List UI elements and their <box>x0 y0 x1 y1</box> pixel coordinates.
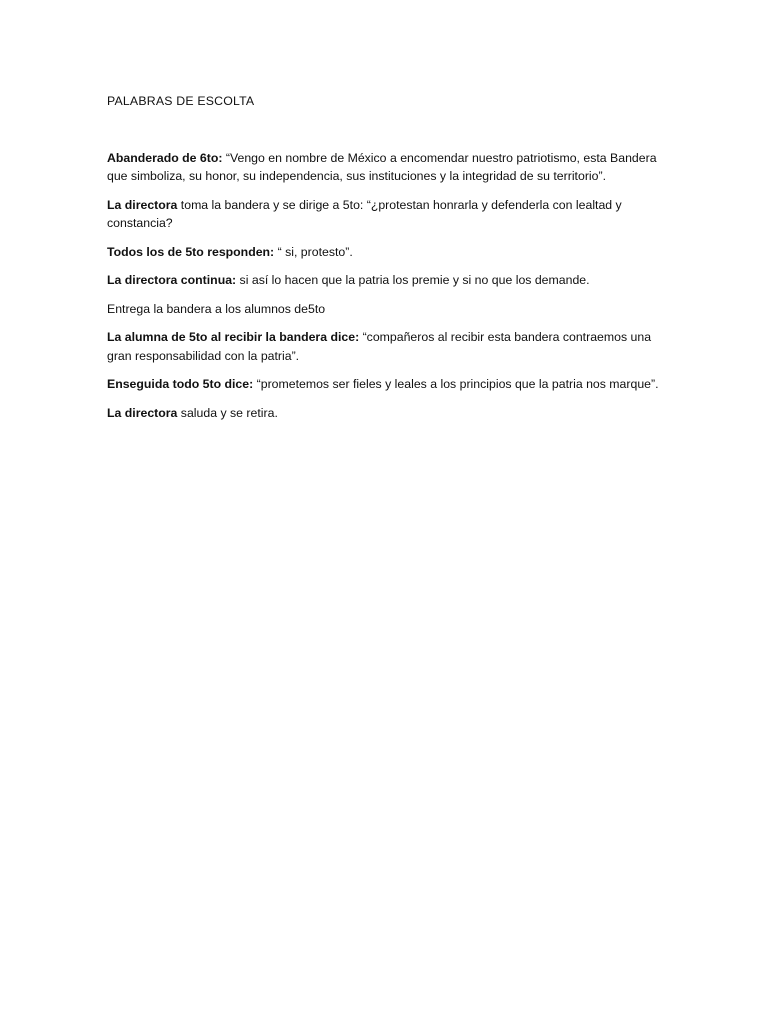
paragraph-alumna-recibe <box>107 328 667 365</box>
paragraph-text: “compañeros al recibir esta bandera contraemos una gran responsabilidad con la patria”. <box>107 330 652 363</box>
paragraph-todo-5to-dice <box>107 375 667 394</box>
paragraph-text: Entrega la bandera a los alumnos de5to <box>107 301 326 316</box>
paragraph-directora-saluda <box>107 404 667 423</box>
speaker-label: La directora <box>107 197 178 212</box>
speaker-label: La directora <box>107 405 178 420</box>
document-title: PALABRAS DE ESCOLTA <box>107 94 255 108</box>
paragraph-todos-responden <box>107 243 667 262</box>
paragraph-directora-continua <box>107 271 667 290</box>
paragraph-text: saluda y se retira. <box>177 405 278 420</box>
paragraph-text: “Vengo en nombre de México a encomendar nuestro patriotismo, esta Bandera que simboliza, su honor, su independencia, sus instituciones y la integridad de su territorio”. <box>107 150 657 183</box>
speaker-label: Enseguida todo 5to dice: <box>107 377 254 391</box>
paragraph-abanderado <box>107 149 667 186</box>
paragraph-text: toma la bandera y se dirige a 5to: “¿protestan honrarla y defenderla con lealtad y constancia? <box>107 197 622 230</box>
speaker-label: Todos los de 5to responden: <box>107 244 275 259</box>
speaker-label: Abanderado de 6to: <box>107 150 223 165</box>
paragraph-text: si así lo hacen que la patria los premie y si no que los demande. <box>236 273 590 287</box>
document-body <box>107 92 667 432</box>
paragraph-text: “ si, protesto”. <box>274 244 353 259</box>
speaker-label: La directora continua: <box>107 273 237 287</box>
paragraph-text: “prometemos ser fieles y leales a los principios que la patria nos marque”. <box>253 377 659 391</box>
paragraph-entrega-bandera <box>107 300 667 319</box>
paragraph-directora-toma <box>107 196 667 233</box>
speaker-label: La alumna de 5to al recibir la bandera dice: <box>107 330 360 344</box>
